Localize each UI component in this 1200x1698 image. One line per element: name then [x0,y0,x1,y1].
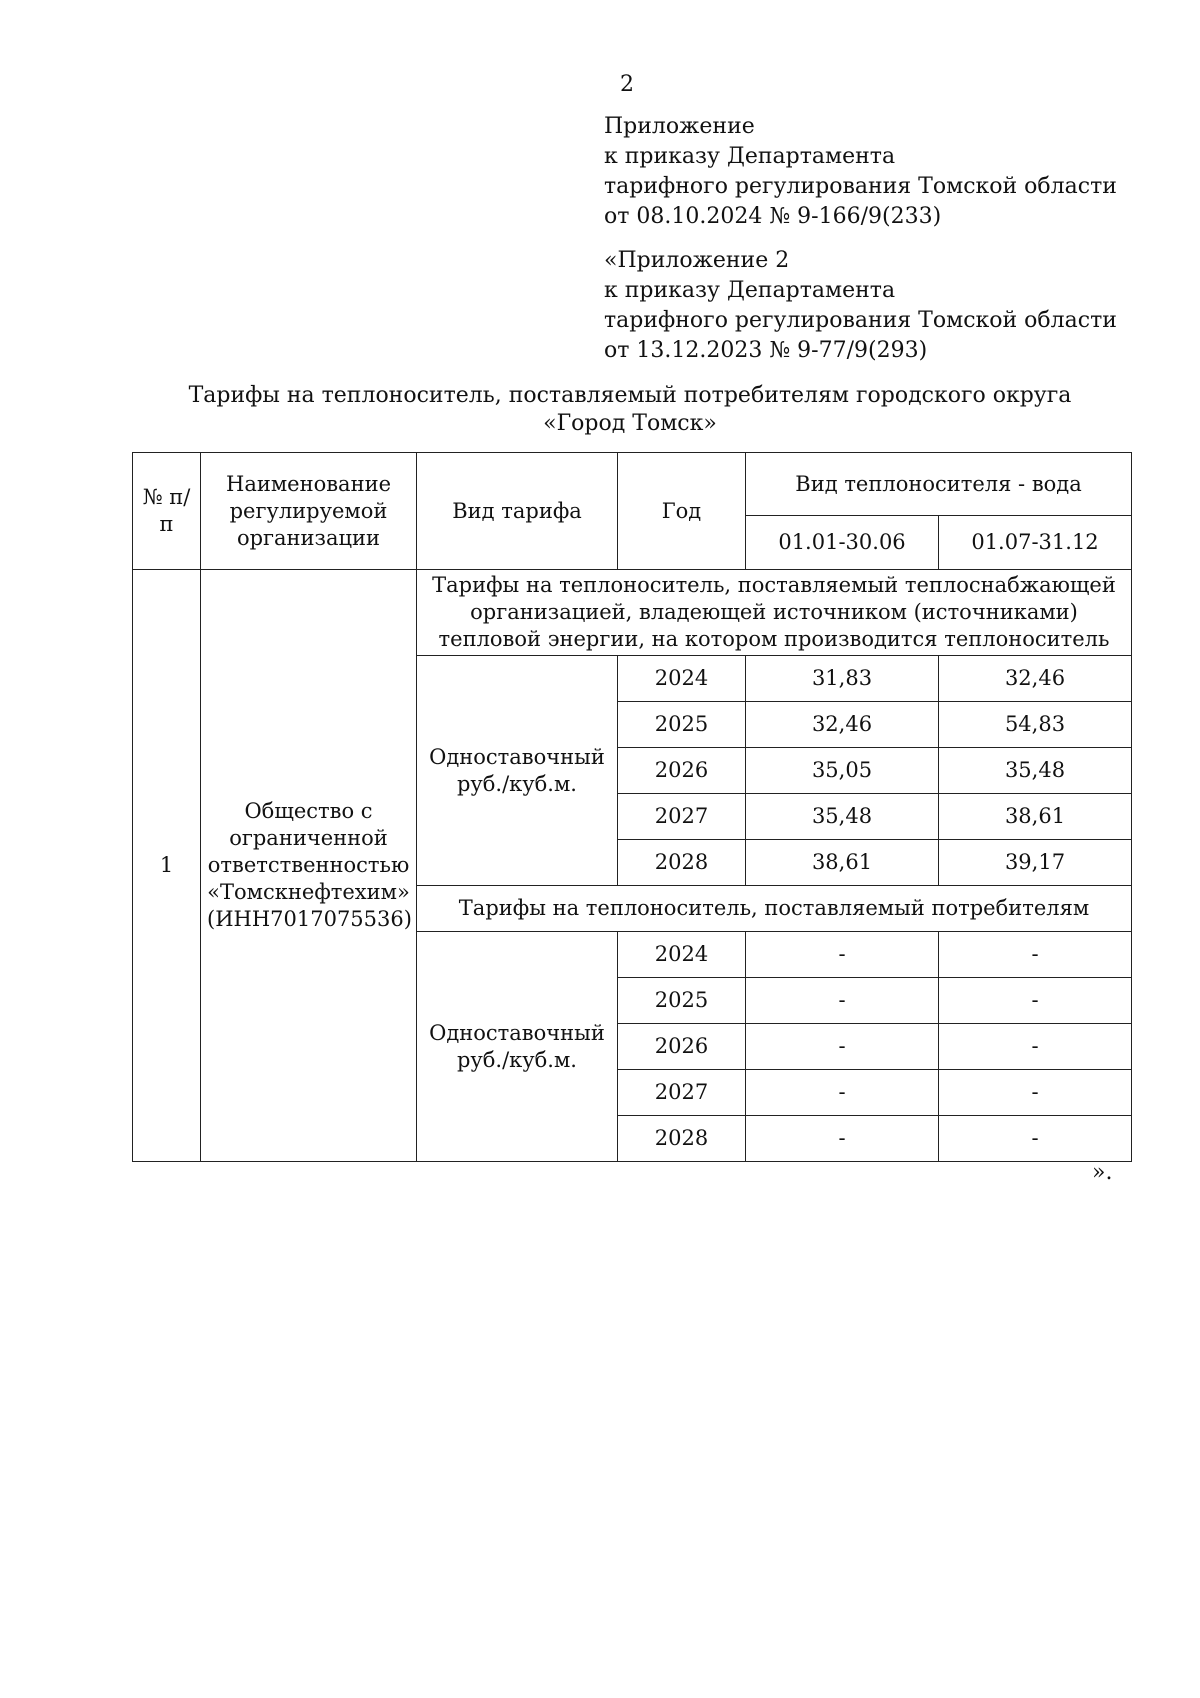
value-cell: 35,05 [746,748,939,794]
header-period-1: 01.01-30.06 [746,516,939,570]
value-cell: 35,48 [939,748,1132,794]
page-number: 2 [620,72,634,97]
value-cell: 38,61 [746,840,939,886]
value-cell: - [939,1116,1132,1162]
section-title-row [133,570,1132,656]
tariff-table [132,452,1132,1162]
value-cell: 32,46 [939,656,1132,702]
value-cell: 38,61 [939,794,1132,840]
document-title: Тарифы на теплоноситель, поставляемый потребителям городского округа «Город Томск» [188,383,1072,436]
row-number: 1 [133,570,201,1162]
header-tariff-type: Вид тарифа [417,453,618,570]
value-cell: 54,83 [939,702,1132,748]
value-cell: - [939,978,1132,1024]
appendix-original-line: к приказу Департамента [604,278,896,303]
appendix-header-line: Приложение [604,114,755,139]
header-period-2: 01.07-31.12 [939,516,1132,570]
appendix-header-line: тарифного регулирования Томской области [604,174,1117,199]
value-cell: 32,46 [746,702,939,748]
value-cell: - [746,932,939,978]
year-cell: 2024 [618,932,746,978]
header-year: Год [618,453,746,570]
value-cell: - [746,1024,939,1070]
appendix-header-line: от 08.10.2024 № 9-166/9(233) [604,204,942,229]
appendix-original-line: «Приложение 2 [604,248,790,273]
value-cell: 31,83 [746,656,939,702]
organization-name: Общество с ограниченной ответственностью «Томскнефтехим» (ИНН7017075536) [201,570,417,1162]
section-title: Тарифы на теплоноситель, поставляемый потребителям [417,886,1132,932]
appendix-original-line: тарифного регулирования Томской области [604,308,1117,333]
appendix-header [604,112,1117,232]
year-cell: 2027 [618,1070,746,1116]
header-organization: Наименование регулируемой организации [201,453,417,570]
year-cell: 2025 [618,978,746,1024]
closing-quote: ». [1092,1160,1113,1185]
section-title: Тарифы на теплоноситель, поставляемый теплоснабжающей организацией, владеющей источником (источниками) тепловой энергии, на котором производится теплоноситель [417,570,1132,656]
year-cell: 2028 [618,840,746,886]
value-cell: 39,17 [939,840,1132,886]
year-cell: 2027 [618,794,746,840]
value-cell: - [939,1024,1132,1070]
year-cell: 2028 [618,1116,746,1162]
value-cell: 35,48 [746,794,939,840]
value-cell: - [746,1116,939,1162]
value-cell: - [939,932,1132,978]
year-cell: 2025 [618,702,746,748]
year-cell: 2026 [618,748,746,794]
value-cell: - [746,1070,939,1116]
appendix-original-line: от 13.12.2023 № 9-77/9(293) [604,338,928,363]
appendix-header-line: к приказу Департамента [604,144,896,169]
header-carrier: Вид теплоносителя - вода [746,453,1132,516]
year-cell: 2026 [618,1024,746,1070]
appendix-original [604,246,1117,366]
year-cell: 2024 [618,656,746,702]
table-header-row [133,453,1132,516]
tariff-type: Одноставочный руб./куб.м. [417,932,618,1162]
tariff-type: Одноставочный руб./куб.м. [417,656,618,886]
value-cell: - [939,1070,1132,1116]
header-number: № п/п [133,453,201,570]
value-cell: - [746,978,939,1024]
